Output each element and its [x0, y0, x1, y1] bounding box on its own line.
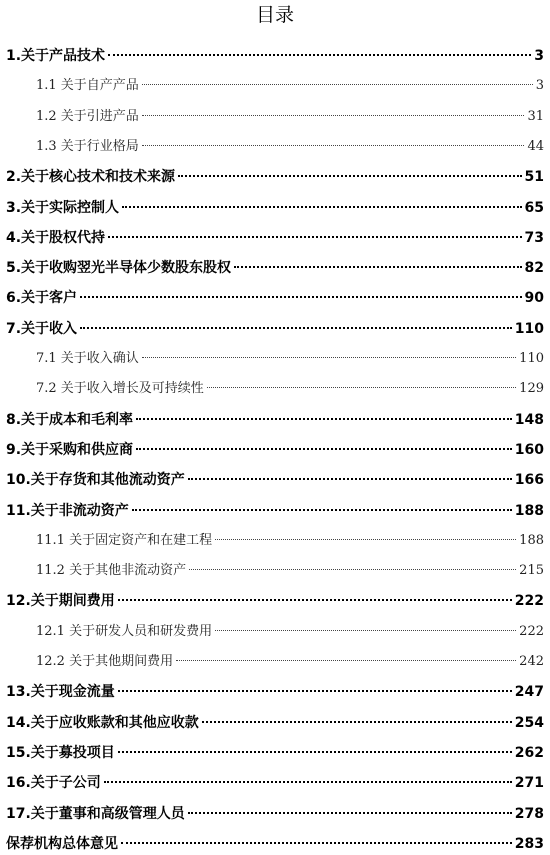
- toc-entry[interactable]: [6, 409, 544, 431]
- toc-entry[interactable]: [6, 500, 544, 522]
- toc-entry-label: 11.关于非流动资产: [6, 502, 129, 519]
- toc-entry-label: 1.3 关于行业格局: [36, 138, 139, 154]
- toc-entry-page-number: 3: [535, 78, 544, 94]
- dot-leader: [122, 206, 521, 208]
- dot-leader: [142, 115, 525, 116]
- toc-entry-label: 1.关于产品技术: [6, 48, 106, 64]
- toc-entry-page-number: 160: [514, 441, 544, 458]
- toc-entry[interactable]: [6, 469, 544, 491]
- dot-leader: [178, 175, 521, 177]
- toc-entry[interactable]: [6, 318, 544, 340]
- dot-leader: [118, 751, 512, 753]
- toc-entry[interactable]: [6, 197, 544, 219]
- toc-entry-label: 9.关于采购和供应商: [6, 441, 134, 458]
- toc-entry-label: 12.1 关于研发人员和研发费用: [36, 623, 213, 639]
- toc-entry-label: 3.关于实际控制人: [6, 199, 120, 216]
- toc-entry-label: 8.关于成本和毛利率: [6, 411, 134, 428]
- toc-subentry[interactable]: [36, 136, 544, 158]
- toc-entry-page-number: 82: [524, 260, 544, 277]
- toc-entry-label: 14.关于应收账款和其他应收款: [6, 714, 199, 731]
- toc-entry-page-number: 242: [519, 654, 544, 669]
- toc-entry-label: 7.2 关于收入增长及可持续性: [36, 381, 204, 397]
- toc-entry-label: 12.2 关于其他期间费用: [36, 654, 174, 669]
- toc-entry-label: 6.关于客户: [6, 290, 78, 307]
- dot-leader: [215, 539, 516, 540]
- toc-entry-page-number: 247: [514, 684, 544, 701]
- toc-entry-page-number: 215: [519, 563, 544, 579]
- dot-leader: [104, 781, 512, 783]
- toc-entry[interactable]: [6, 439, 544, 461]
- toc-entry-label: 16.关于子公司: [6, 775, 101, 792]
- toc-entry[interactable]: [6, 166, 544, 188]
- dot-leader: [136, 448, 512, 450]
- toc-entry-label: 13.关于现金流量: [6, 684, 115, 701]
- dot-leader: [202, 721, 512, 723]
- dot-leader: [132, 509, 512, 511]
- dot-leader: [118, 690, 512, 692]
- dot-leader: [189, 569, 516, 570]
- dot-leader: [142, 145, 525, 146]
- toc-entry-page-number: 110: [514, 320, 544, 337]
- toc-entry-page-number: 278: [514, 805, 544, 822]
- toc-entry-label: 11.1 关于固定资产和在建工程: [36, 532, 213, 548]
- toc-entry-page-number: 262: [514, 744, 544, 761]
- toc-entry-label: 5.关于收购翌光半导体少数股东股权: [6, 260, 232, 277]
- toc-subentry[interactable]: [36, 348, 544, 370]
- toc-entry-page-number: 44: [527, 138, 544, 154]
- dot-leader: [80, 327, 512, 329]
- toc-entry-page-number: 73: [524, 229, 544, 246]
- toc-subentry[interactable]: [36, 560, 544, 582]
- toc-entry-page-number: 65: [524, 199, 544, 216]
- dot-leader: [108, 236, 521, 238]
- toc-subentry[interactable]: [36, 378, 544, 400]
- toc-subentry[interactable]: [36, 530, 544, 552]
- toc-subentry[interactable]: [36, 106, 544, 128]
- toc-subentry[interactable]: [36, 621, 544, 643]
- dot-leader: [80, 296, 521, 298]
- dot-leader: [215, 630, 516, 631]
- toc-entry-label: 保荐机构总体意见: [6, 835, 118, 852]
- dot-leader: [118, 599, 512, 601]
- toc-entry-page-number: 3: [534, 48, 544, 64]
- toc-entry-label: 2.关于核心技术和技术来源: [6, 169, 176, 186]
- toc-entry[interactable]: [6, 803, 544, 825]
- toc-entry[interactable]: [6, 227, 544, 249]
- toc-entry-page-number: 188: [514, 502, 544, 519]
- dot-leader: [136, 418, 512, 420]
- toc-entry-label: 7.关于收入: [6, 320, 78, 337]
- toc-entry[interactable]: [6, 681, 544, 703]
- toc-subentry[interactable]: [36, 651, 544, 673]
- toc-entry-label: 1.1 关于自产产品: [36, 78, 139, 94]
- toc-entry-page-number: 148: [514, 411, 544, 428]
- toc-entry[interactable]: [6, 590, 544, 612]
- dot-leader: [142, 84, 533, 85]
- toc-entry[interactable]: [6, 833, 544, 855]
- toc-entry[interactable]: [6, 742, 544, 764]
- toc-entry-label: 12.关于期间费用: [6, 593, 115, 610]
- toc-entry-page-number: 222: [514, 593, 544, 610]
- toc-entry-page-number: 254: [514, 714, 544, 731]
- page-title: 目录: [255, 4, 294, 26]
- toc-entry-label: 17.关于董事和高级管理人员: [6, 805, 185, 822]
- dot-leader: [188, 478, 512, 480]
- toc-entry-page-number: 31: [527, 108, 544, 124]
- toc-entry-label: 10.关于存货和其他流动资产: [6, 472, 185, 489]
- toc-entry-label: 7.1 关于收入确认: [36, 351, 139, 366]
- toc-entry-label: 4.关于股权代持: [6, 229, 106, 246]
- toc-entry[interactable]: [6, 287, 544, 309]
- toc-entry[interactable]: [6, 45, 544, 67]
- toc-entry[interactable]: [6, 257, 544, 279]
- dot-leader: [188, 812, 512, 814]
- toc-entry-page-number: 283: [514, 835, 544, 852]
- dot-leader: [121, 842, 512, 844]
- toc-entry-page-number: 51: [524, 169, 544, 186]
- toc-entry-page-number: 166: [514, 472, 544, 489]
- toc-entry-label: 15.关于募投项目: [6, 744, 115, 761]
- dot-leader: [142, 357, 516, 358]
- toc-subentry[interactable]: [36, 75, 544, 97]
- toc-entry[interactable]: [6, 712, 544, 734]
- toc-entry-page-number: 188: [519, 532, 544, 548]
- dot-leader: [234, 266, 521, 268]
- toc-entry-page-number: 129: [519, 381, 544, 397]
- toc-entry-page-number: 222: [519, 623, 544, 639]
- dot-leader: [207, 387, 516, 388]
- dot-leader: [176, 660, 516, 661]
- dot-leader: [108, 54, 531, 56]
- toc-entry-page-number: 271: [514, 775, 544, 792]
- toc-entry-page-number: 90: [524, 290, 544, 307]
- toc-entry-label: 1.2 关于引进产品: [36, 108, 139, 124]
- toc-entry-page-number: 110: [519, 351, 544, 366]
- toc-entry-label: 11.2 关于其他非流动资产: [36, 563, 187, 579]
- toc-entry[interactable]: [6, 772, 544, 794]
